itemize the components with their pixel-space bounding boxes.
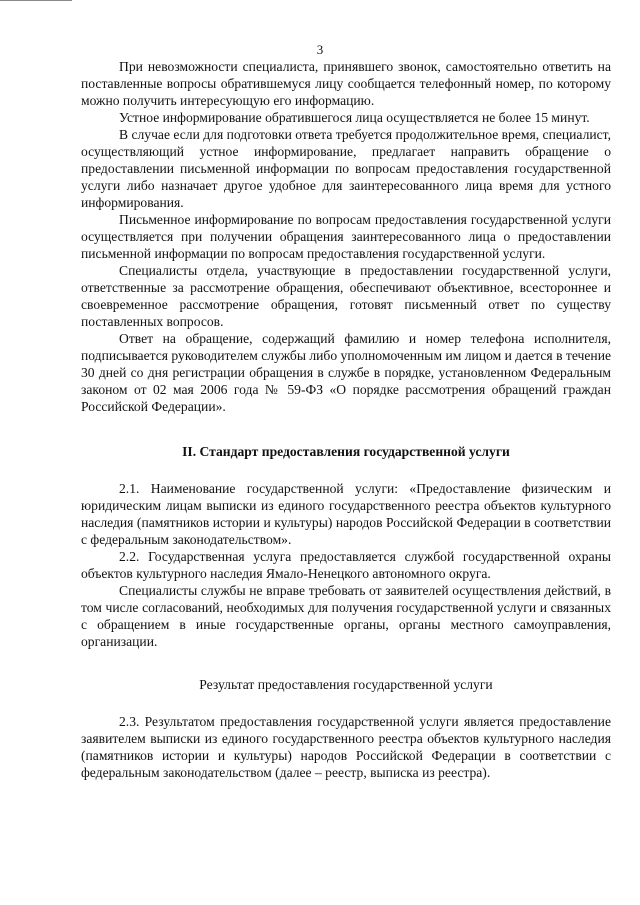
paragraph-no-extra-requirements: Специалисты службы не вправе требовать от заявителей осуществления действий, в том числе согласований, необходимых для получения государственной услуги и связанных с обращением в иные государственные органы, органы местного самоуправления, организации. [81, 583, 611, 649]
paragraph-phone-referral: При невозможности специалиста, принявшего звонок, самостоятельно ответить на поставленные вопросы обратившемуся лицу сообщается телефонный номер, по которому можно получить интересующую его информацию. [81, 59, 611, 108]
page-number: 3 [316, 42, 324, 57]
scan-edge-mark [0, 0, 72, 1]
paragraph-oral-duration: Устное информирование обратившегося лица осуществляется не более 15 минут. [119, 110, 590, 125]
document-body [81, 58, 611, 781]
paragraph-2-3-result: 2.3. Результатом предоставления государственной услуги является предоставление заявителем выписки из единого государственного реестра объектов культурного наследия (памятников истории и культуры) народов Российской Федерации в соответствии с федеральным законодательством (далее – реестр, выписка из реестра). [81, 714, 611, 780]
paragraph-written-informing: Письменное информирование по вопросам предоставления государственной услуги осуществляется при получении обращения заинтересованного лица о предоставлении письменной информации по вопросам предоставления государственной услуги. [81, 212, 611, 261]
paragraph-long-preparation: В случае если для подготовки ответа требуется продолжительное время, специалист, осуществляющий устное информирование, предлагает направить обращение о предоставлении письменной информации по вопросам предоставления государственной услуги либо назначает другое удобное для заинтересованного лица время для устного информирования. [81, 127, 611, 210]
section-title: II. Стандарт предоставления государственной услуги [182, 444, 510, 459]
paragraph-2-1-service-name: 2.1. Наименование государственной услуги: «Предоставление физическим и юридическим лицам выписки из единого государственного реестра объектов культурного наследия (памятников истории и культуры) народов Российской Федерации в соответствии с федеральным законодательством». [81, 481, 611, 547]
paragraph-response-signing: Ответ на обращение, содержащий фамилию и номер телефона исполнителя, подписывается руководителем службы либо уполномоченным им лицом и дается в течение 30 дней со дня регистрации обращения в службе в порядке, установленном Федеральным законом от 02 мая 2006 года № 59-ФЗ «О порядке рассмотрения обращений граждан Российской Федерации». [81, 331, 611, 414]
paragraph-specialists-review: Специалисты отдела, участвующие в предоставлении государственной услуги, ответственные за рассмотрение обращения, обеспечивают объективное, всестороннее и своевременное рассмотрение обращения, готовят письменный ответ по существу поставленных вопросов. [81, 263, 611, 329]
subsection-title: Результат предоставления государственной услуги [199, 677, 493, 692]
paragraph-2-2-provider: 2.2. Государственная услуга предоставляется службой государственной охраны объектов культурного наследия Ямало-Ненецкого автономного округа. [81, 549, 611, 581]
